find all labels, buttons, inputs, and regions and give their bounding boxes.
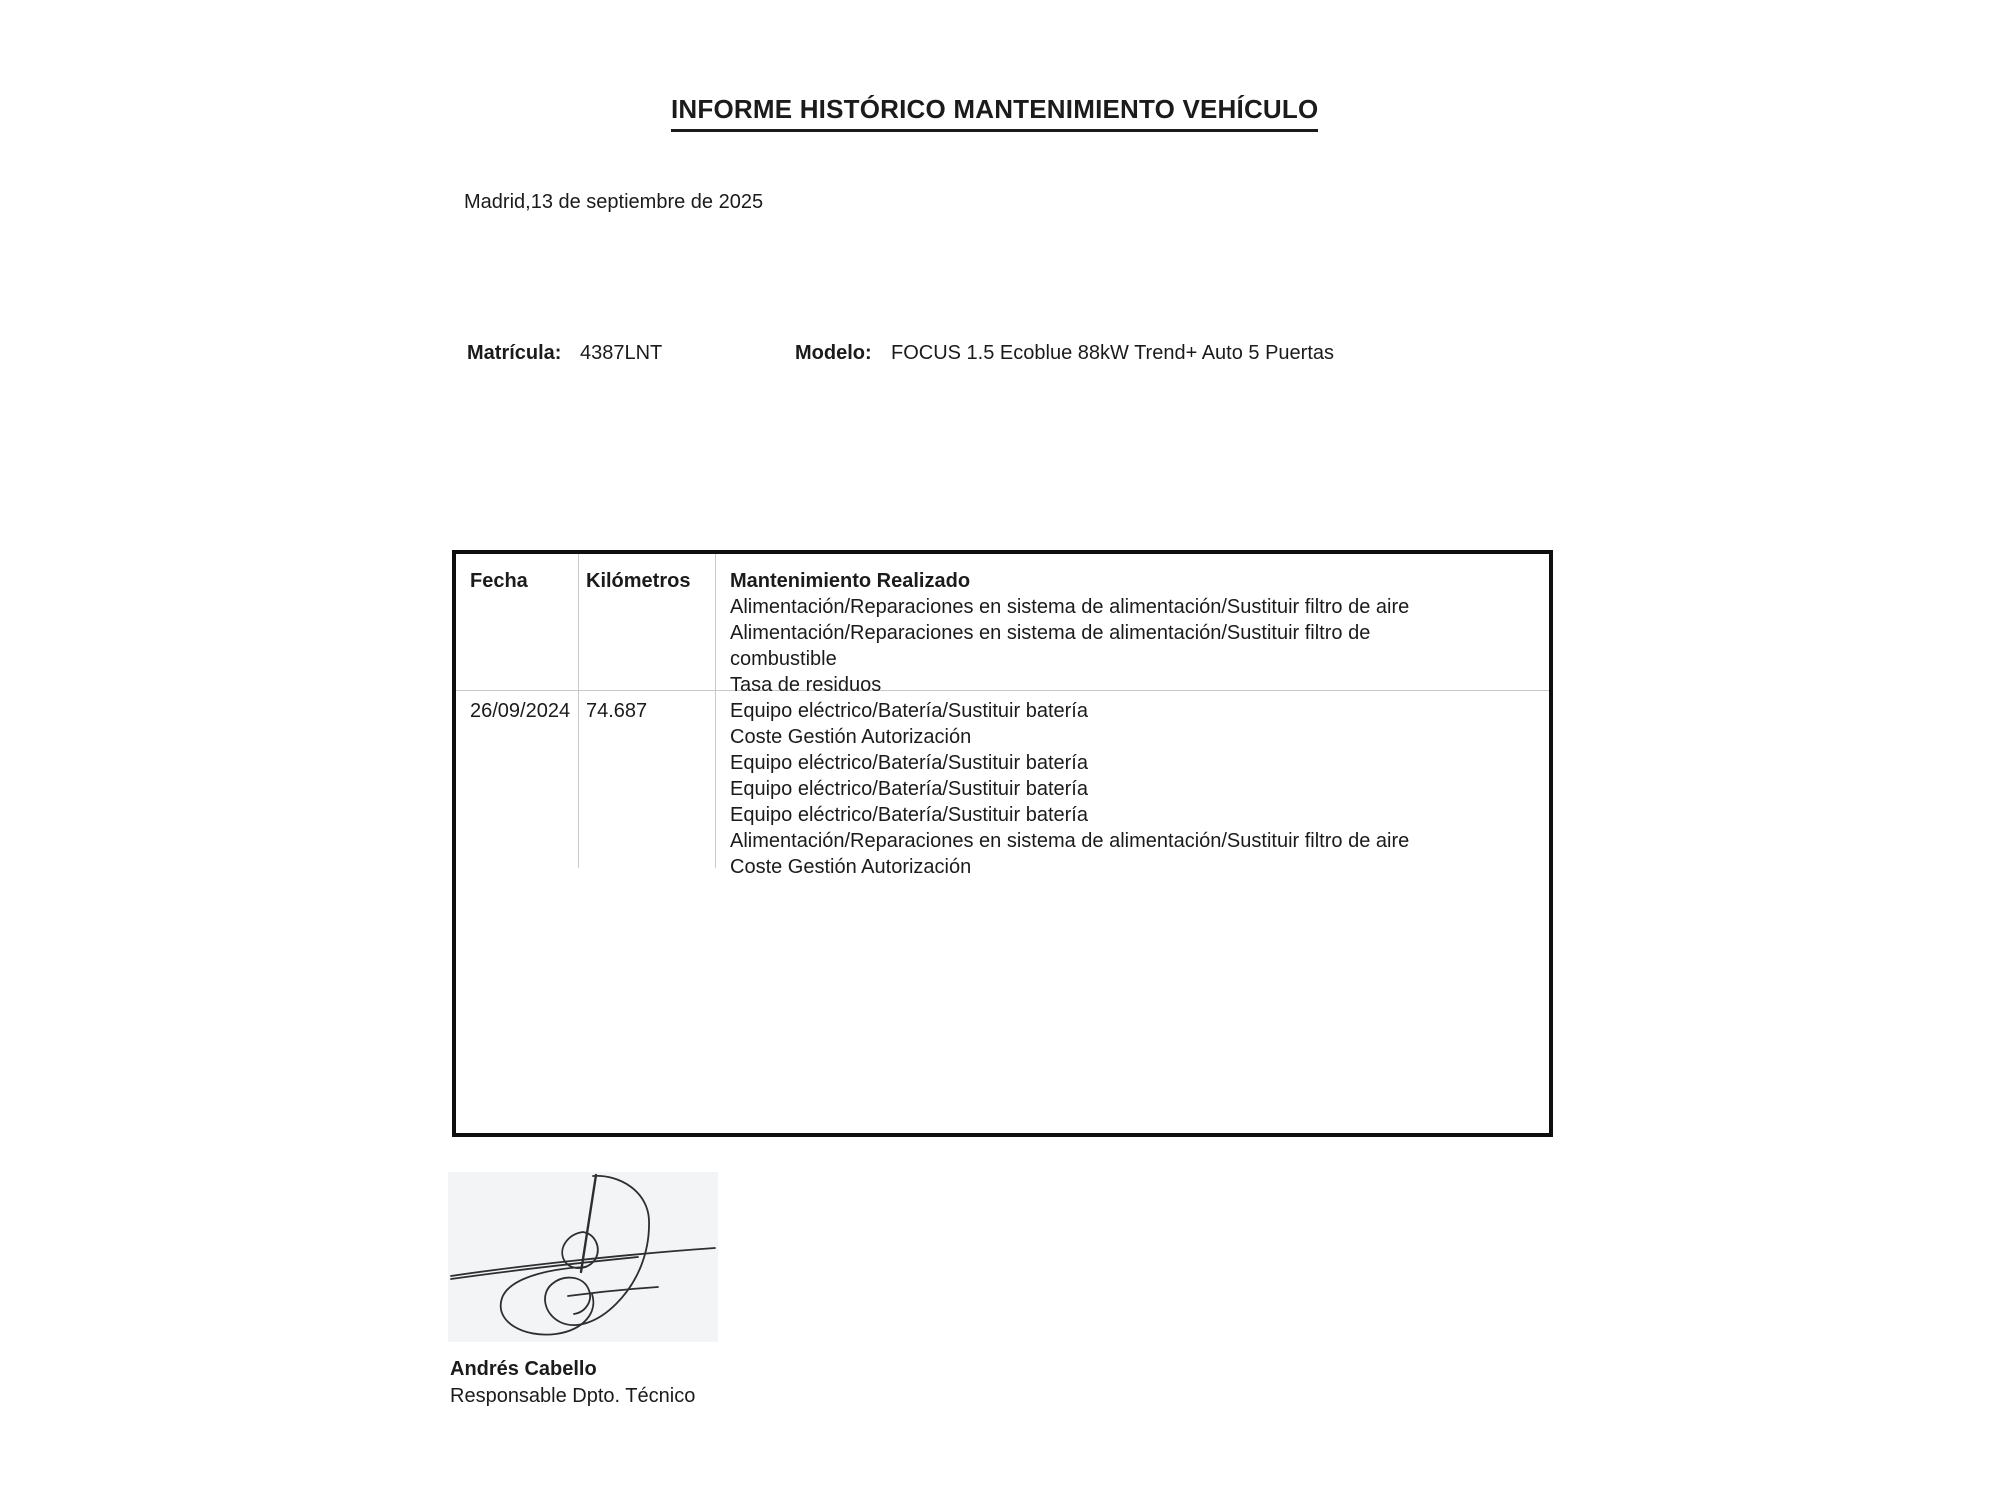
maintenance-line: Equipo eléctrico/Batería/Sustituir batería [730, 778, 1088, 800]
maintenance-line: Coste Gestión Autorización [730, 726, 972, 748]
maintenance-line: Equipo eléctrico/Batería/Sustituir batería [730, 752, 1088, 774]
maintenance-line: Alimentación/Reparaciones en sistema de alimentación/Sustituir filtro de aire [730, 596, 1410, 618]
model-value: FOCUS 1.5 Ecoblue 88kW Trend+ Auto 5 Puertas [891, 342, 1335, 364]
column-header-kilometros: Kilómetros [586, 570, 691, 592]
maintenance-line: Tasa de residuos [730, 674, 882, 696]
maintenance-line: Equipo eléctrico/Batería/Sustituir batería [730, 700, 1088, 722]
maintenance-line: Alimentación/Reparaciones en sistema de alimentación/Sustituir filtro de [730, 622, 1371, 644]
date-line: Madrid,13 de septiembre de 2025 [464, 191, 764, 213]
model-label: Modelo: [795, 342, 872, 364]
maintenance-history-table [452, 550, 1553, 1137]
column-header-mantenimiento: Mantenimiento Realizado [730, 570, 971, 592]
row-fecha: 26/09/2024 [470, 700, 571, 722]
plate-label: Matrícula: [467, 342, 562, 364]
page-title: INFORME HISTÓRICO MANTENIMIENTO VEHÍCULO [671, 94, 1318, 132]
signature-image [448, 1172, 718, 1342]
column-divider-1 [578, 554, 579, 868]
column-divider-2 [715, 554, 716, 868]
header-maintenance-lines [730, 594, 1409, 698]
column-header-fecha: Fecha [470, 570, 528, 592]
signature-scribble [448, 1172, 718, 1342]
signer-role: Responsable Dpto. Técnico [450, 1385, 696, 1407]
maintenance-line: Equipo eléctrico/Batería/Sustituir batería [730, 804, 1088, 826]
signer-name: Andrés Cabello [450, 1358, 597, 1380]
maintenance-line: Alimentación/Reparaciones en sistema de alimentación/Sustituir filtro de aire [730, 830, 1410, 852]
row-kilometros: 74.687 [586, 700, 648, 722]
plate-value: 4387LNT [580, 342, 663, 364]
maintenance-line: Coste Gestión Autorización [730, 856, 972, 878]
maintenance-line: combustible [730, 648, 837, 670]
row-maintenance-lines [730, 698, 1409, 880]
